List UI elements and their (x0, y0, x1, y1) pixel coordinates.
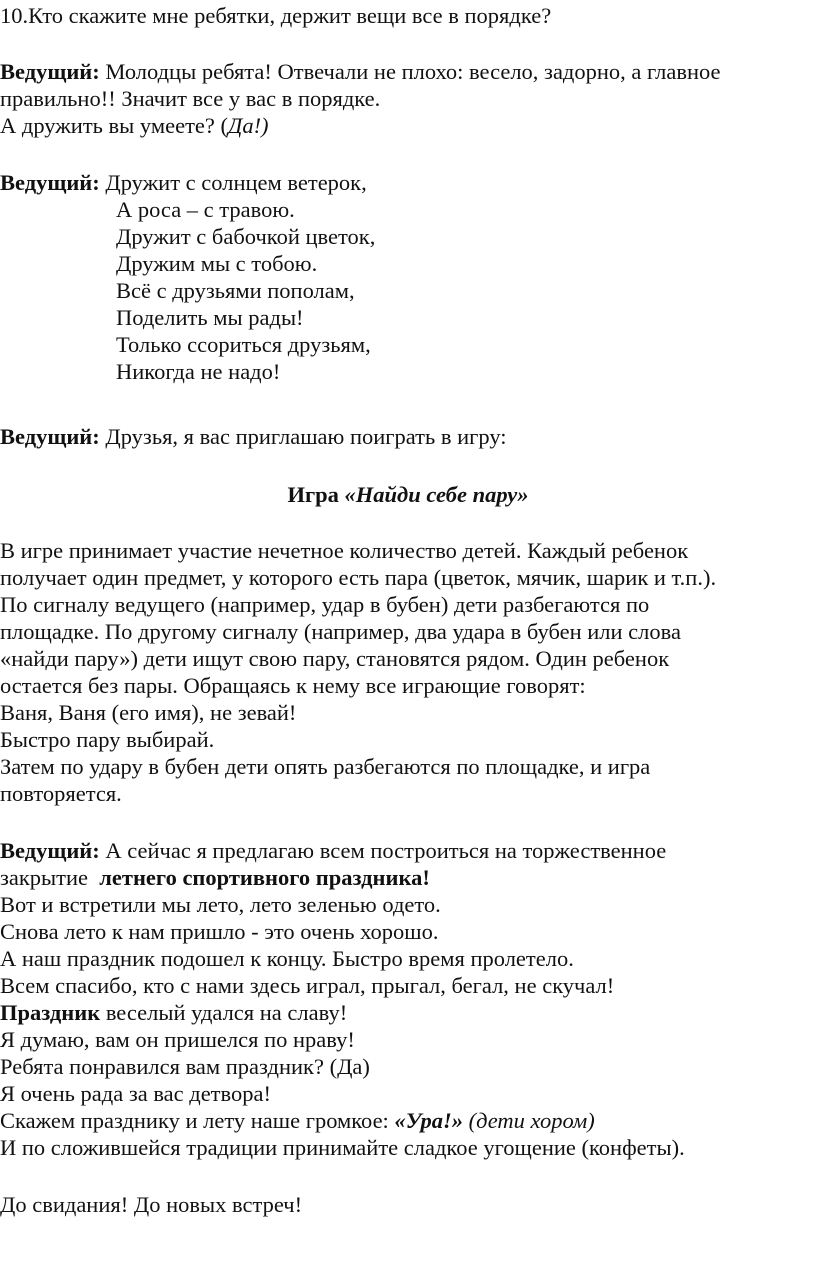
speaker-label: Ведущий: (0, 424, 100, 449)
cheer-line: Скажем празднику и лету наше громкое: «Ура!» (дети хором) (0, 1108, 595, 1133)
question-text: А дружить вы умеете? ( (0, 113, 228, 138)
children-answer: Да!) (228, 113, 269, 138)
closing-line: закрытие летнего спортивного праздника! (0, 865, 430, 890)
game-description-line: В игре принимает участие нечетное количество детей. Каждый ребенок (0, 538, 689, 563)
poem-line: Поделить мы рады! (116, 305, 304, 330)
game-title: Игра «Найди себе пару» (287, 482, 529, 507)
remark-text: Молодцы ребята! Отвечали не плохо: весело, задорно, а главное (99, 59, 721, 84)
holiday-word: Праздник (0, 1000, 101, 1025)
game-description-line: повторяется. (0, 781, 122, 806)
closing-line: Праздник веселый удался на славу! (0, 1000, 348, 1025)
closing-line: И по сложившейся традиции принимайте сладкое угощение (конфеты). (0, 1135, 685, 1160)
question-10: 10.Кто скажите мне ребятки, держит вещи все в порядке? (0, 3, 552, 28)
host-invite (0, 423, 507, 450)
farewell: До свидания! До новых встреч! (0, 1192, 303, 1217)
invite-text: Друзья, я вас приглашаю поиграть в игру: (99, 424, 507, 449)
closing-line: Вот и встретили мы лето, лето зеленью одето. (0, 892, 441, 917)
cheer-word: «Ура!» (394, 1108, 463, 1133)
speaker-label: Ведущий: (0, 170, 100, 195)
host-remark-1 (0, 58, 721, 85)
closing-line: Я очень рада за вас детвора! (0, 1081, 271, 1106)
poem-line: Дружим мы с тобою. (116, 251, 318, 276)
poem-line: Дружит с бабочкой цветок, (116, 224, 376, 249)
game-rhyme-line: Ваня, Ваня (его имя), не зевай! (0, 700, 297, 725)
poem-line: Дружит с солнцем ветерок, (99, 170, 367, 195)
game-name: «Найди себе пару» (344, 482, 529, 507)
cheer-note: (дети хором) (462, 1108, 595, 1133)
poem-line: Только ссориться друзьям, (116, 332, 371, 357)
game-description-line: По сигналу ведущего (например, удар в бубен) дети разбегаются по (0, 592, 650, 617)
host-remark-1-line-2: правильно!! Значит все у вас в порядке. (0, 86, 381, 111)
closing-line: Ребята понравился вам праздник? (Да) (0, 1054, 370, 1079)
poem-line: Никогда не надо! (116, 359, 281, 384)
speaker-label: Ведущий: (0, 838, 100, 863)
poem-line: Всё с друзьями пополам, (116, 278, 355, 303)
speaker-label: Ведущий: (0, 59, 100, 84)
closing-line: Всем спасибо, кто с нами здесь играл, прыгал, бегал, не скучал! (0, 973, 615, 998)
closing-text: А сейчас я предлагаю всем построиться на торжественное (99, 838, 667, 863)
poem-line: А роса – с травою. (116, 197, 295, 222)
game-rhyme-line: Быстро пару выбирай. (0, 727, 215, 752)
game-description-line: получает один предмет, у которого есть пара (цветок, мячик, шарик и т.п.). (0, 565, 717, 590)
closing-line: Я думаю, вам он пришелся по нраву! (0, 1027, 355, 1052)
closing-line: Снова лето к нам пришло - это очень хорошо. (0, 919, 439, 944)
host-poem-start (0, 169, 367, 196)
holiday-name: летнего спортивного праздника! (99, 865, 430, 890)
game-description-line: остается без пары. Обращаясь к нему все играющие говорят: (0, 673, 586, 698)
closing-line: А наш праздник подошел к концу. Быстро время пролетело. (0, 946, 574, 971)
game-description-line: «найди пару») дети ищут свою пару, становятся рядом. Один ребенок (0, 646, 670, 671)
host-question-friendship (0, 112, 269, 139)
game-description-line: Затем по удару в бубен дети опять разбегаются по площадке, и игра (0, 754, 651, 779)
host-closing (0, 837, 666, 864)
game-description-line: площадке. По другому сигналу (например, два удара в бубен или слова (0, 619, 681, 644)
